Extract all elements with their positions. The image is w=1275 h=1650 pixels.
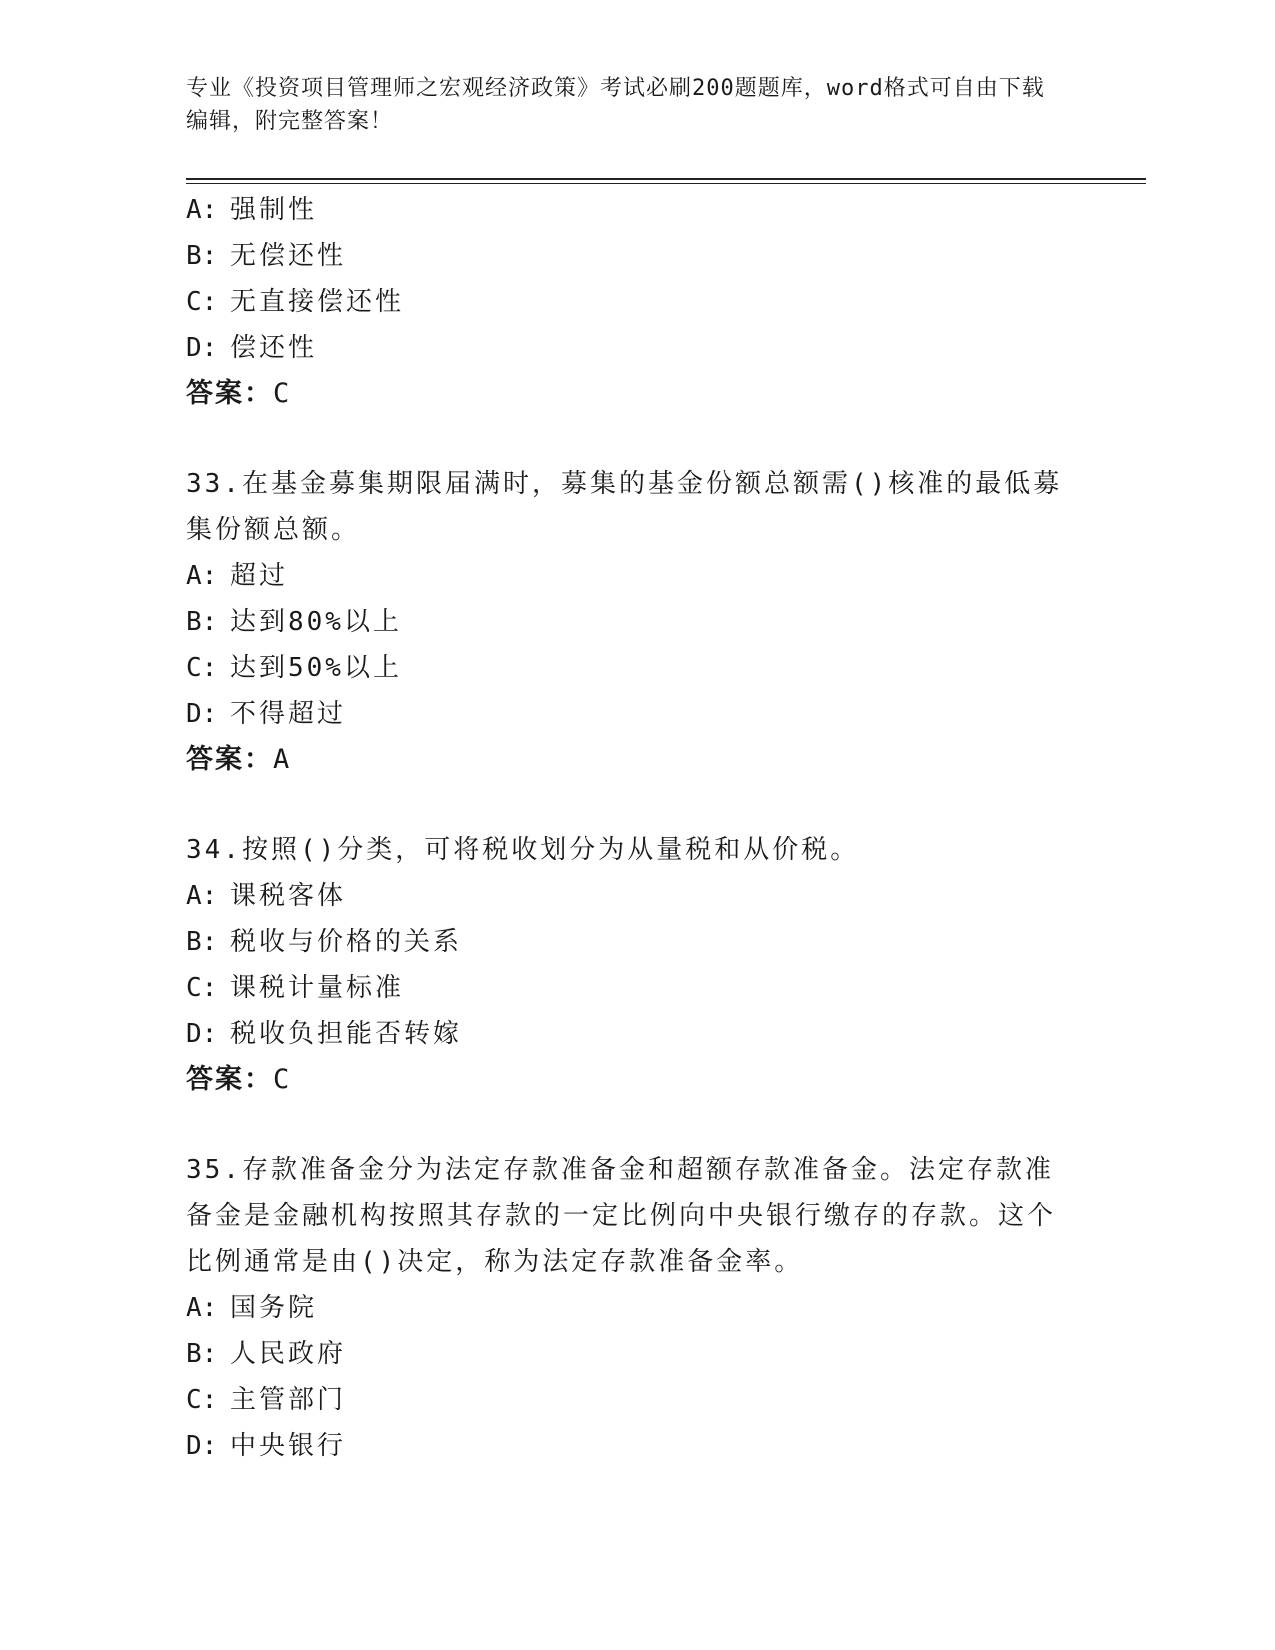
question-item — [186, 461, 1086, 783]
question-item — [186, 1147, 1086, 1469]
question-spacer — [186, 417, 1086, 461]
question-spacer — [186, 1103, 1086, 1147]
option-c: C: 无直接偿还性 — [186, 287, 405, 317]
question-text: 35.存款准备金分为法定存款准备金和超额存款准备金。法定存款准备金是金融机构按照其存款的一定比例向中央银行缴存的存款。这个比例通常是由()决定，称为法定存款准备金率。 — [186, 1155, 1057, 1277]
option-b: B: 人民政府 — [186, 1339, 347, 1369]
question-text: 33.在基金募集期限届满时，募集的基金份额总额需()核准的最低募集份额总额。 — [186, 469, 1063, 545]
option-a: A: 国务院 — [186, 1293, 318, 1323]
answer-line: 答案：C — [186, 1064, 292, 1095]
option-a: A: 超过 — [186, 561, 289, 591]
question-item — [186, 187, 1086, 417]
option-c: C: 达到50%以上 — [186, 653, 402, 683]
question-item — [186, 827, 1086, 1103]
document-header: 专业《投资项目管理师之宏观经济政策》考试必刷200题题库，word格式可自由下载编辑，附完整答案！ — [186, 76, 1045, 134]
question-list — [186, 187, 1086, 1469]
question-text: 34.按照()分类，可将税收划分为从量税和从价税。 — [186, 835, 860, 865]
option-d: D: 偿还性 — [186, 333, 318, 363]
option-c: C: 课税计量标准 — [186, 973, 405, 1003]
answer-line: 答案：C — [186, 378, 292, 409]
question-spacer — [186, 783, 1086, 827]
option-b: B: 税收与价格的关系 — [186, 927, 463, 957]
option-c: C: 主管部门 — [186, 1385, 347, 1415]
option-a: A: 课税客体 — [186, 881, 347, 911]
option-a: A: 强制性 — [186, 195, 318, 225]
answer-line: 答案：A — [186, 744, 292, 775]
option-b: B: 达到80%以上 — [186, 607, 402, 637]
option-d: D: 税收负担能否转嫁 — [186, 1019, 463, 1049]
header-divider — [186, 178, 1146, 184]
option-d: D: 中央银行 — [186, 1431, 347, 1461]
option-b: B: 无偿还性 — [186, 241, 347, 271]
option-d: D: 不得超过 — [186, 699, 347, 729]
